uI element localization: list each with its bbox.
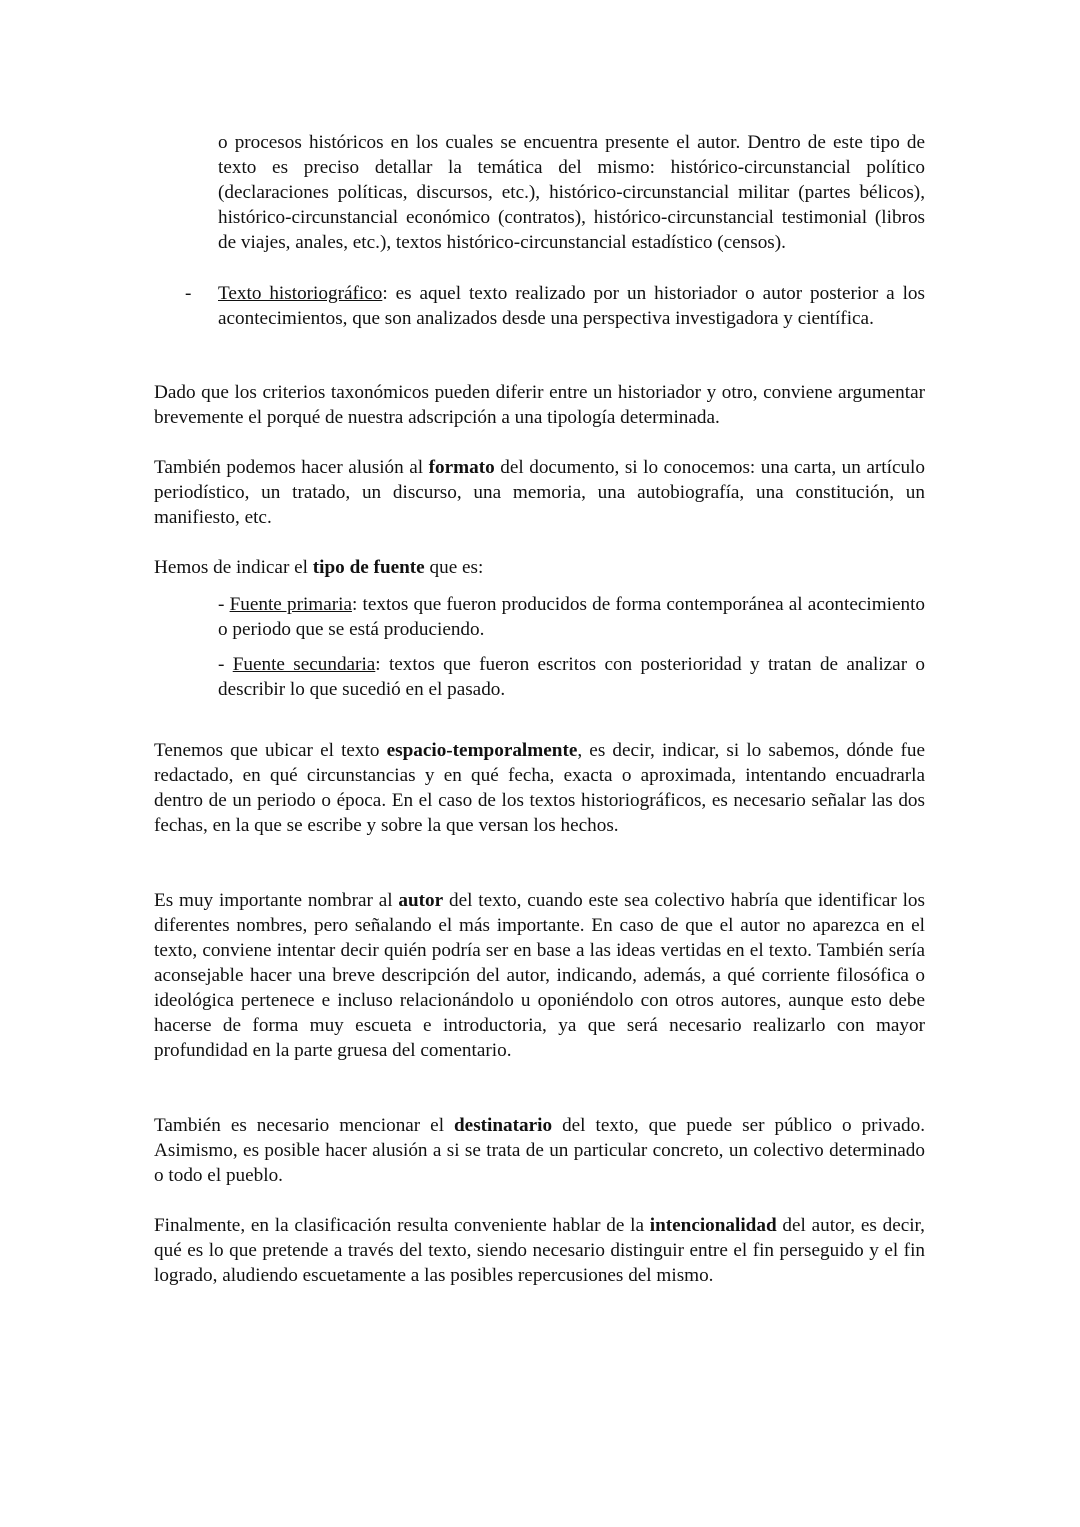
paragraph-intencionalidad: Finalmente, en la clasificación resulta conveniente hablar de la intencionalidad del autor, es decir, qué es lo que pretende a través del texto, siendo necesario distinguir entre el fin perseguido y el fin logrado, aludiendo escuetamente a las posibles repercusiones del mismo.: [154, 1215, 925, 1286]
list-item-fuente-primaria: - Fuente primaria: textos que fueron producidos de forma contemporánea al acontecimiento o periodo que se está produciendo.: [218, 594, 926, 640]
term-fuente-secundaria: Fuente secundaria: [232, 654, 376, 675]
list-bullet: -: [185, 283, 192, 304]
keyword-intencionalidad: intencionalidad: [649, 1215, 777, 1236]
paragraph-autor: Es muy importante nombrar al autor del texto, cuando este sea colectivo habría que identificar los diferentes nombres, pero señalando el más importante. En caso de que el autor no aparezca en el texto, conviene intentar decir quién podría ser en base a las ideas vertidas en el texto. También sería aconsejable hacer una breve descripción del autor, indicando, además, a qué corriente filosófica o ideológica pertenece e incluso relacionándolo u oponiéndolo con otros autores, aunque esto debe hacerse de forma muy escueta e introductoria, ya que será necesario realizarlo con mayor profundidad en la parte gruesa del comentario.: [154, 890, 925, 1061]
paragraph-criterios: Dado que los criterios taxonómicos pueden diferir entre un historiador y otro, conviene argumentar brevemente el porqué de nuestra adscripción a una tipología determinada.: [154, 382, 925, 428]
paragraph-formato: También podemos hacer alusión al formato del documento, si lo conocemos: una carta, un artículo periodístico, un tratado, un discurso, una memoria, una autobiografía, una constitución, un manifiesto, etc.: [154, 457, 925, 528]
keyword-destinatario: destinatario: [454, 1115, 553, 1136]
paragraph-espacio-temporal: Tenemos que ubicar el texto espacio-temporalmente, es decir, indicar, si lo sabemos, dónde fue redactado, en qué circunstancias y en qué fecha, exacta o aproximada, intentando encuadrarla dentro de un periodo o época. En el caso de los textos historiográficos, es necesario señalar las dos fechas, en la que se escribe y sobre la que versan los hechos.: [154, 740, 925, 836]
keyword-formato: formato: [428, 457, 495, 478]
term-fuente-primaria: Fuente primaria: [229, 594, 352, 615]
paragraph-tipo-fuente: Hemos de indicar el tipo de fuente que es:: [154, 557, 484, 578]
list-item-historiografico: Texto historiográfico: es aquel texto realizado por un historiador o autor posterior a los acontecimientos, que son analizados desde una perspectiva investigadora y científica.: [218, 283, 925, 329]
term-historiografico: Texto historiográfico: [218, 283, 383, 304]
list-item-fuente-secundaria: - Fuente secundaria: textos que fueron escritos con posterioridad y tratan de analizar o describir lo que sucedió en el pasado.: [218, 654, 925, 700]
keyword-autor: autor: [398, 890, 444, 911]
paragraph-destinatario: También es necesario mencionar el destinatario del texto, que puede ser público o privado. Asimismo, es posible hacer alusión a si se trata de un particular concreto, un colectivo determinado o todo el pueblo.: [154, 1115, 925, 1186]
list-item-continuation: o procesos históricos en los cuales se encuentra presente el autor. Dentro de este tipo de texto es preciso detallar la temática del mismo: histórico-circunstancial político (declaraciones políticas, discursos, etc.), histórico-circunstancial militar (partes bélicos), histórico-circunstancial económico (contratos), histórico-circunstancial testimonial (libros de viajes, anales, etc.), textos histórico-circunstancial estadístico (censos).: [218, 132, 925, 253]
keyword-espacio-temporal: espacio-temporalmente: [386, 740, 578, 761]
keyword-tipo-fuente: tipo de fuente: [312, 557, 425, 578]
